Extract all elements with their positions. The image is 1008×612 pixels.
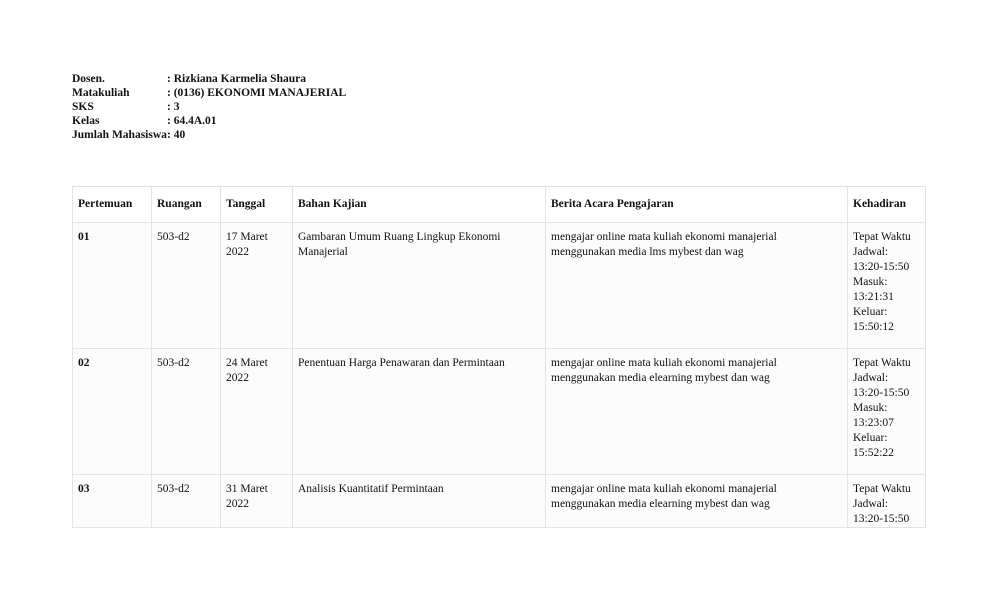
berita-acara-cell: mengajar online mata kuliah ekonomi manajerial menggunakan media elearning mybest dan wag — [546, 475, 848, 528]
info-row-matakuliah — [72, 86, 346, 100]
ruangan-cell: 503-d2 — [152, 475, 221, 528]
masuk-label: Masuk: — [853, 276, 888, 288]
ruangan-cell: 503-d2 — [152, 349, 221, 475]
header-berita-acara: Berita Acara Pengajaran — [546, 187, 848, 223]
dosen-label: Dosen. — [72, 73, 105, 85]
kehadiran-status: Tepat Waktu — [853, 483, 911, 495]
kehadiran-cell — [848, 349, 926, 475]
keluar-label: Keluar: — [853, 432, 888, 444]
jadwal-label: Jadwal: — [853, 246, 889, 258]
info-row-sks — [72, 100, 346, 114]
jadwal-label: Jadwal: — [853, 372, 889, 384]
ruangan-cell: 503-d2 — [152, 223, 221, 349]
bahan-kajian-cell: Penentuan Harga Penawaran dan Permintaan — [293, 349, 546, 475]
table-row — [73, 475, 926, 528]
attendance-table — [72, 186, 926, 528]
kehadiran-status: Tepat Waktu — [853, 231, 911, 243]
kelas-value: : 64.4A.01 — [167, 114, 217, 128]
info-row-dosen — [72, 72, 346, 86]
berita-acara-cell: mengajar online mata kuliah ekonomi manajerial menggunakan media lms mybest dan wag — [546, 223, 848, 349]
kehadiran-status: Tepat Waktu — [853, 357, 911, 369]
bahan-kajian-cell: Gambaran Umum Ruang Lingkup Ekonomi Manajerial — [293, 223, 546, 349]
info-row-kelas — [72, 114, 346, 128]
table-header-row — [73, 187, 926, 223]
header-ruangan: Ruangan — [152, 187, 221, 223]
masuk-label: Masuk: — [853, 402, 888, 414]
keluar-value: 15:50:12 — [853, 321, 894, 333]
matakuliah-label: Matakuliah — [72, 87, 130, 99]
bahan-kajian-cell: Analisis Kuantitatif Permintaan — [293, 475, 546, 528]
header-kehadiran: Kehadiran — [848, 187, 926, 223]
table-row — [73, 223, 926, 349]
jumlah-label: Jumlah Mahasiswa — [72, 129, 167, 141]
keluar-value: 15:52:22 — [853, 447, 894, 459]
jadwal-value: 13:20-15:50 — [853, 387, 910, 399]
tanggal-cell: 17 Maret 2022 — [221, 223, 293, 349]
header-pertemuan: Pertemuan — [73, 187, 152, 223]
masuk-value: 13:21:31 — [853, 291, 894, 303]
header-tanggal: Tanggal — [221, 187, 293, 223]
matakuliah-value: : (0136) EKONOMI MANAJERIAL — [167, 86, 346, 100]
jadwal-label: Jadwal: — [853, 498, 889, 510]
pertemuan-cell: 03 — [73, 475, 152, 528]
dosen-value: : Rizkiana Karmelia Shaura — [167, 72, 306, 86]
tanggal-cell: 31 Maret 2022 — [221, 475, 293, 528]
jumlah-value: : 40 — [167, 128, 185, 142]
kehadiran-cell — [848, 475, 926, 528]
jadwal-value: 13:20-15:50 — [853, 513, 910, 525]
kelas-label: Kelas — [72, 115, 100, 127]
sks-label: SKS — [72, 101, 94, 113]
keluar-label: Keluar: — [853, 306, 888, 318]
masuk-value: 13:23:07 — [853, 417, 894, 429]
course-info — [72, 72, 346, 142]
tanggal-cell: 24 Maret 2022 — [221, 349, 293, 475]
pertemuan-cell: 01 — [73, 223, 152, 349]
berita-acara-cell: mengajar online mata kuliah ekonomi manajerial menggunakan media elearning mybest dan wag — [546, 349, 848, 475]
sks-value: : 3 — [167, 100, 179, 114]
table-row — [73, 349, 926, 475]
header-bahan-kajian: Bahan Kajian — [293, 187, 546, 223]
jadwal-value: 13:20-15:50 — [853, 261, 910, 273]
pertemuan-cell: 02 — [73, 349, 152, 475]
info-row-jumlah — [72, 128, 346, 142]
kehadiran-cell — [848, 223, 926, 349]
